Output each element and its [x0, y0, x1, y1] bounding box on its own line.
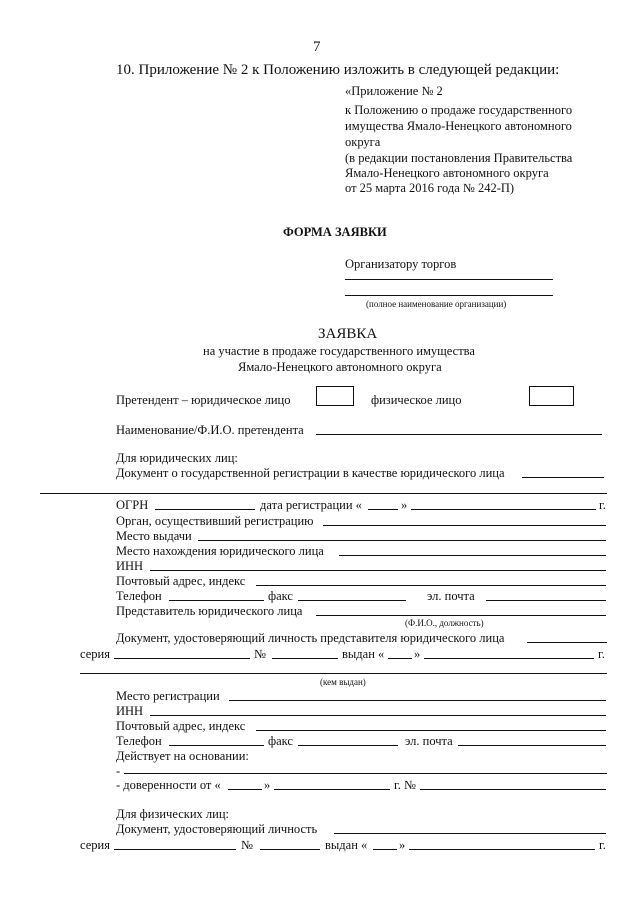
number-field[interactable]: [272, 658, 338, 659]
acts-basis-label: Действует на основании:: [116, 749, 249, 763]
poa-day-field[interactable]: [228, 789, 262, 790]
applicant-name-field[interactable]: [316, 434, 602, 435]
reg-authority-field[interactable]: [323, 525, 606, 526]
postal-address-field[interactable]: [256, 585, 606, 586]
legal-entity-label: Претендент – юридическое лицо: [116, 393, 291, 407]
ogrn-field[interactable]: [155, 509, 255, 510]
email2-field[interactable]: [458, 745, 606, 746]
inn2-label: ИНН: [116, 704, 144, 718]
organizer-label: Организатору торгов: [345, 257, 457, 271]
quote-close: »: [401, 498, 408, 512]
physical-id-document-label: Документ, удостоверяющий личность: [116, 822, 318, 836]
legal-location-field[interactable]: [339, 555, 606, 556]
appendix-title: «Приложение № 2: [345, 84, 443, 98]
representative-field[interactable]: [316, 615, 606, 616]
organizer-line[interactable]: [345, 295, 553, 296]
number-label: №: [254, 647, 266, 661]
year-suffix: г.: [599, 498, 606, 512]
year-suffix: г.: [598, 647, 605, 661]
rep-id-document-label: Документ, удостоверяющий личность представителя юридического лица: [116, 631, 505, 645]
appendix-line: к Положению о продаже государственного: [345, 103, 573, 117]
appendix-line: Ямало-Ненецкого автономного округа: [345, 166, 549, 180]
ogrn-label: ОГРН: [116, 498, 149, 512]
fax-label: факс: [268, 589, 293, 603]
physical-person-checkbox[interactable]: [529, 386, 574, 406]
issued-by-field[interactable]: [80, 673, 607, 674]
phone2-label: Телефон: [116, 734, 162, 748]
reg-authority-label: Орган, осуществивший регистрацию: [116, 514, 314, 528]
legal-location-label: Место нахождения юридического лица: [116, 544, 324, 558]
form-title: ФОРМА ЗАЯВКИ: [283, 225, 387, 239]
appendix-line: имущества Ямало-Ненецкого автономного: [345, 119, 572, 133]
issued-by-caption: (кем выдан): [320, 677, 366, 687]
power-of-attorney-label: - доверенности от «: [116, 778, 221, 792]
application-subtitle: Ямало-Ненецкого автономного округа: [238, 360, 442, 374]
reg-place-field[interactable]: [229, 700, 606, 701]
rep-id-document-field[interactable]: [527, 642, 607, 643]
phone-label: Телефон: [116, 589, 162, 603]
quote-close: »: [414, 647, 421, 661]
page-number: 7: [313, 39, 321, 55]
physical-section-header: Для физических лиц:: [116, 807, 229, 821]
application-subtitle: на участие в продаже государственного имущества: [203, 344, 475, 358]
issue-place-label: Место выдачи: [116, 529, 192, 543]
postal-address-label: Почтовый адрес, индекс: [116, 574, 246, 588]
physical-series-field[interactable]: [114, 849, 236, 850]
applicant-name-label: Наименование/Ф.И.О. претендента: [116, 423, 304, 437]
basis-field[interactable]: [124, 773, 607, 774]
email2-label: эл. почта: [405, 734, 453, 748]
issued-day-field[interactable]: [388, 658, 412, 659]
issued-label: выдан «: [342, 647, 385, 661]
physical-issued-month-field[interactable]: [409, 849, 595, 850]
appendix-line: (в редакции постановления Правительства: [345, 151, 573, 165]
legal-section-header: Для юридических лиц:: [116, 451, 238, 465]
physical-issued-label: выдан «: [325, 838, 368, 852]
series-field[interactable]: [114, 658, 250, 659]
physical-person-label: физическое лицо: [371, 393, 462, 407]
quote-close: »: [399, 838, 406, 852]
application-title: ЗАЯВКА: [318, 326, 378, 342]
reg-document-field-continued[interactable]: [40, 493, 607, 494]
postal2-field[interactable]: [256, 730, 606, 731]
reg-date-month-field[interactable]: [411, 509, 596, 510]
reg-document-label: Документ о государственной регистрации в качестве юридического лица: [116, 466, 505, 480]
series-label: серия: [80, 647, 110, 661]
issued-month-field[interactable]: [424, 658, 594, 659]
legal-entity-checkbox[interactable]: [316, 386, 354, 406]
physical-id-document-field[interactable]: [334, 833, 606, 834]
representative-caption: (Ф.И.О., должность): [405, 618, 484, 628]
fax2-field[interactable]: [298, 745, 398, 746]
appendix-line: округа: [345, 135, 381, 149]
intro-line: 10. Приложение № 2 к Положению изложить в следующей редакции:: [116, 62, 560, 78]
issue-place-field[interactable]: [198, 540, 606, 541]
quote-close: »: [264, 778, 271, 792]
inn-label: ИНН: [116, 559, 144, 573]
phone-field[interactable]: [169, 600, 264, 601]
poa-month-field[interactable]: [274, 789, 390, 790]
inn-field[interactable]: [150, 570, 606, 571]
reg-place-label: Место регистрации: [116, 689, 220, 703]
appendix-line: от 25 марта 2016 года № 242-П): [345, 181, 515, 195]
inn2-field[interactable]: [150, 715, 606, 716]
organizer-line[interactable]: [345, 279, 553, 280]
physical-number-label: №: [241, 838, 253, 852]
fax-field[interactable]: [298, 600, 406, 601]
fax2-label: факс: [268, 734, 293, 748]
email-field[interactable]: [486, 600, 606, 601]
reg-document-field[interactable]: [522, 477, 604, 478]
phone2-field[interactable]: [169, 745, 264, 746]
physical-series-label: серия: [80, 838, 110, 852]
postal2-label: Почтовый адрес, индекс: [116, 719, 246, 733]
reg-date-label: дата регистрации «: [260, 498, 362, 512]
email-label: эл. почта: [427, 589, 475, 603]
physical-number-field[interactable]: [260, 849, 320, 850]
poa-number-field[interactable]: [420, 789, 606, 790]
reg-date-day-field[interactable]: [368, 509, 398, 510]
year-suffix: г.: [599, 838, 606, 852]
basis-dash: -: [116, 764, 121, 778]
physical-issued-day-field[interactable]: [373, 849, 397, 850]
poa-year-number-label: г. №: [394, 778, 416, 792]
organizer-caption: (полное наименование организации): [366, 299, 507, 309]
representative-label: Представитель юридического лица: [116, 604, 303, 618]
